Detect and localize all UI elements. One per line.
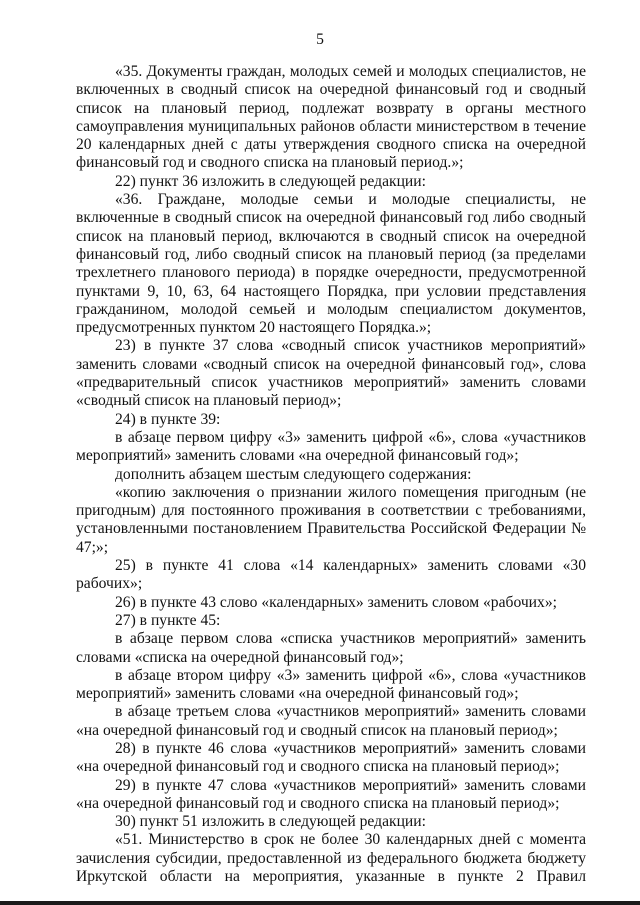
amendment-26: 26) в пункте 43 слово «календарных» заменить словом «рабочих»; xyxy=(115,593,557,611)
amendment-29: 29) в пункте 47 слова «участников мероприятий» заменить словами «на очередной финансовый год и сводного списка на плановый период»; xyxy=(76,776,586,812)
amendment-28: 28) в пункте 46 слова «участников мероприятий» заменить словами «на очередной финансовый год и сводного списка на плановый период»; xyxy=(76,739,586,776)
paragraph-36-text: «36. Граждане, молодые семьи и молодые специалисты, не включенные в сводный список на очередной финансовый год либо сводный список на плановый период, включаются в сводный список на очередной финансовый год, либо сводный список на плановый период (за пределами трехлетнего планового периода) в порядке очередности, предусмотренной пунктами 9, 10, 63, 64 настоящего Порядка, при условии представления гражданином, молодой семьей и молодым специалистом документов, предусмотренных пунктом 20 настоящего Порядка.»; xyxy=(76,191,586,337)
amendment-24-abzac-1: в абзаце первом цифру «3» заменить цифрой «6», слова «участников мероприятий» заменить словами «на очередной финансовый год»; xyxy=(76,428,586,465)
amendment-27: 27) в пункте 45: xyxy=(115,611,221,629)
amendment-25: 25) в пункте 41 слова «14 календарных» заменить словами «30 рабочих»; xyxy=(76,557,586,593)
amendment-24: 24) в пункте 39: xyxy=(115,410,221,428)
amendment-30: 30) пункт 51 изложить в следующей редакции: xyxy=(115,813,426,831)
amendment-24-new-abzac-text: «копию заключения о признании жилого помещения пригодным (не пригодным) для постоянного проживания в соответствии с требованиями, установленными постановлением Правительства Российской Федерации № 47;»; xyxy=(76,483,586,556)
scan-bottom-edge xyxy=(0,901,640,905)
page-number: 5 xyxy=(316,31,324,48)
document-body xyxy=(76,63,586,886)
amendment-27-abzac-1: в абзаце первом слова «списка участников мероприятий» заменить словами «списка на очередной финансовый год»; xyxy=(76,630,586,666)
amendment-24-add-abzac: дополнить абзацем шестым следующего содержания: xyxy=(115,465,472,483)
amendment-22: 22) пункт 36 изложить в следующей редакции: xyxy=(115,172,426,190)
paragraph-51-text: «51. Министерство в срок не более 30 календарных дней с момента зачисления субсидии, предоставленной из федерального бюджета бюджету Иркутской области на мероприятия, указанные в пункте 2 Правил xyxy=(76,831,586,886)
amendment-27-abzac-3: в абзаце третьем слова «участников мероприятий» заменить словами «на очередной финансовый год и сводный список на плановый период»; xyxy=(76,703,586,739)
amendment-27-abzac-2: в абзаце втором цифру «3» заменить цифрой «6», слова «участников мероприятий» заменить словами «на очередной финансовый год»; xyxy=(76,666,586,703)
paragraph-35-text: «35. Документы граждан, молодых семей и молодых специалистов, не включенных в сводный список на очередной финансовый год и сводный список на плановый период, подлежат возврату в органы местного самоуправления муниципальных районов области министерством в течение 20 календарных дней с даты утверждения сводного списка на очередной финансовый год и сводного списка на плановый период.»; xyxy=(76,63,586,172)
amendment-23: 23) в пункте 37 слова «сводный список участников мероприятий» заменить словами «сводный список на очередной финансовый год», слова «предварительный список участников мероприятий» заменить словами «сводный список на плановый период»; xyxy=(76,337,586,410)
